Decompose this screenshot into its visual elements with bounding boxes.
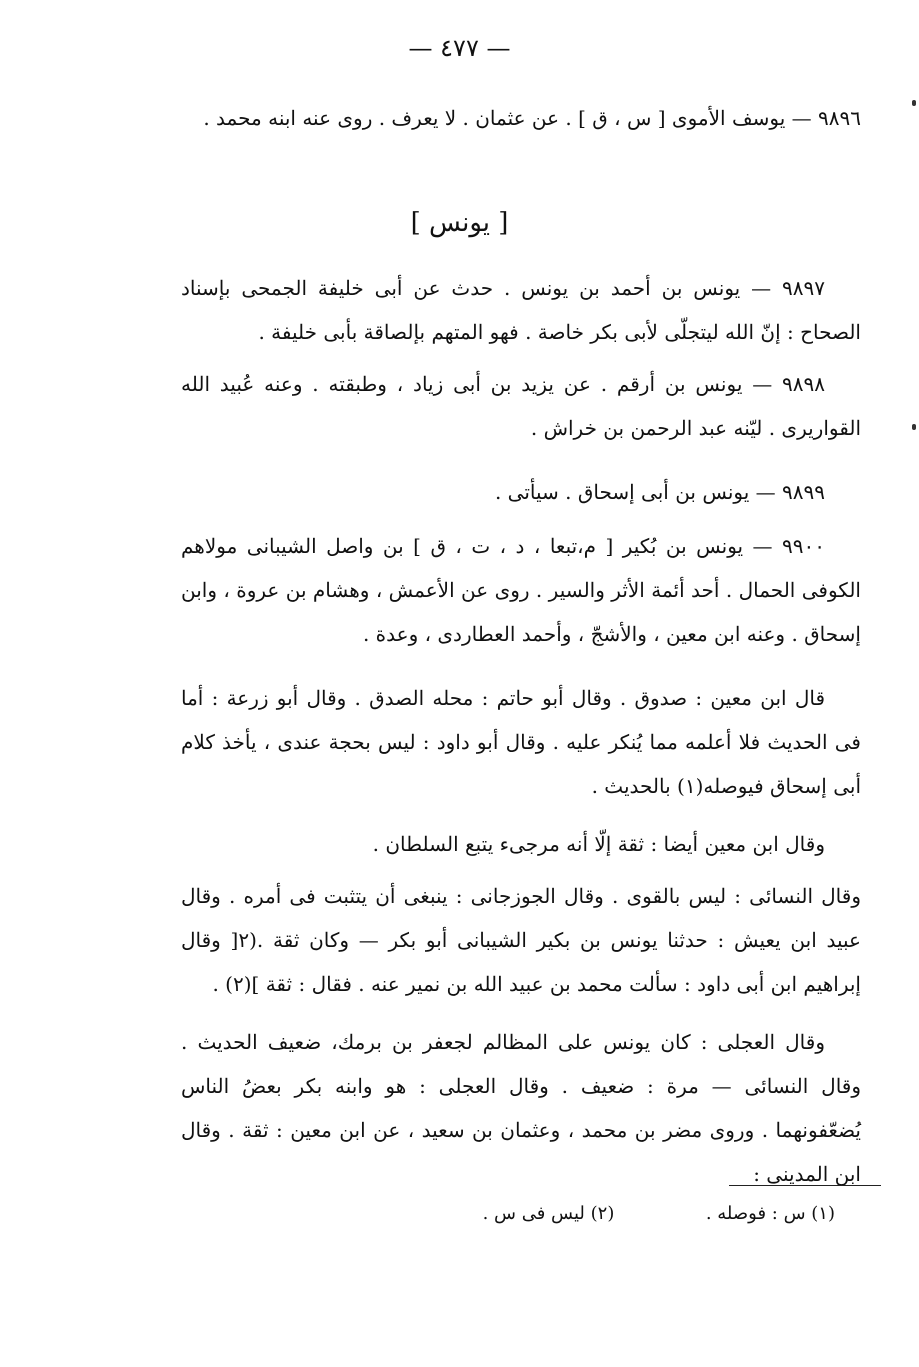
scan-mark <box>912 100 916 106</box>
paragraph-ibn-maein <box>181 676 861 808</box>
paragraph-ibn-maein-also <box>181 822 861 866</box>
entry-9898 <box>181 362 861 450</box>
paragraph-text: وقال النسائى : ليس بالقوى . وقال الجوزجانى : ينبغى أن يتثبت فى أمره . وقال عبيد ابن يعيش : حدثنا يونس بن بكير الشيبانى أبو بكر — وكان ثقة .(٢[ وقال إبراهيم ابن أبى داود : سألت محمد بن عبيد الله بن نمير عنه . فقال : ثقة ](٢) . <box>181 884 861 996</box>
entry-9897 <box>181 266 861 354</box>
entry-9900 <box>181 524 861 656</box>
entry-9899 <box>181 470 861 514</box>
paragraph-ajli <box>181 1020 861 1196</box>
footnote-2: (٢) ليس فى س . <box>482 1203 615 1224</box>
entry-text: ٩٨٩٧ — يونس بن أحمد بن يونس . حدث عن أبى خليفة الجمحى بإسناد الصحاح : إنّ الله ليتجلّى لأبى بكر خاصة . فهو المتهم بإلصاقة بأبى خليفة . <box>181 276 861 344</box>
scan-mark <box>912 424 916 430</box>
paragraph-text: وقال ابن معين أيضا : ثقة إلّا أنه مرجىء يتبع السلطان . <box>372 832 825 856</box>
entry-text: ٩٨٩٨ — يونس بن أرقم . عن يزيد بن أبى زياد ، وطبقته . وعنه عُبيد الله القواريرى . ليّنه عبد الرحمن بن خراش . <box>181 372 861 440</box>
paragraph-text: قال ابن معين : صدوق . وقال أبو حاتم : محله الصدق . وقال أبو زرعة : أما فى الحديث فلا أعلمه مما يُنكر عليه . وقال أبو داود : ليس بحجة عندى ، يأخذ كلام أبى إسحاق فيوصله(١) بالحديث . <box>181 686 861 798</box>
entry-text: ٩٨٩٦ — يوسف الأموى [ س ، ق ] . عن عثمان . لا يعرف . روى عنه ابنه محمد . <box>203 106 861 130</box>
paragraph-nasai <box>181 874 861 1006</box>
footnotes <box>335 1203 835 1224</box>
entry-text: ٩٨٩٩ — يونس بن أبى إسحاق . سيأتى . <box>494 480 825 504</box>
footnote-divider <box>729 1185 881 1186</box>
entry-9896 <box>181 96 861 140</box>
page-number: — ٤٧٧ — <box>408 34 511 62</box>
section-heading-text: [ يونس ] <box>410 208 509 238</box>
entry-text: ٩٩٠٠ — يونس بن بُكير [ م،تبعا ، د ، ت ، ق ] بن واصل الشيبانى مولاهم الكوفى الحمال . أحد أئمة الأثر والسير . روى عن الأعمش ، وهشام بن عروة ، وابن إسحاق . وعنه ابن معين ، والأشجّ ، وأحمد العطاردى ، وعدة . <box>181 534 861 646</box>
paragraph-text: وقال العجلى : كان يونس على المظالم لجعفر بن برمك، ضعيف الحديث . وقال النسائى — مرة : ضعيف . وقال العجلى : هو وابنه بكر بعضُ الناس يُضعّفونهما . وروى مضر بن محمد ، وعثمان بن سعيد ، عن ابن معين : ثقة . وقال ابن المدينى : <box>181 1030 861 1186</box>
section-heading <box>0 208 919 238</box>
footnote-1: (١) س : فوصله . <box>705 1203 835 1224</box>
